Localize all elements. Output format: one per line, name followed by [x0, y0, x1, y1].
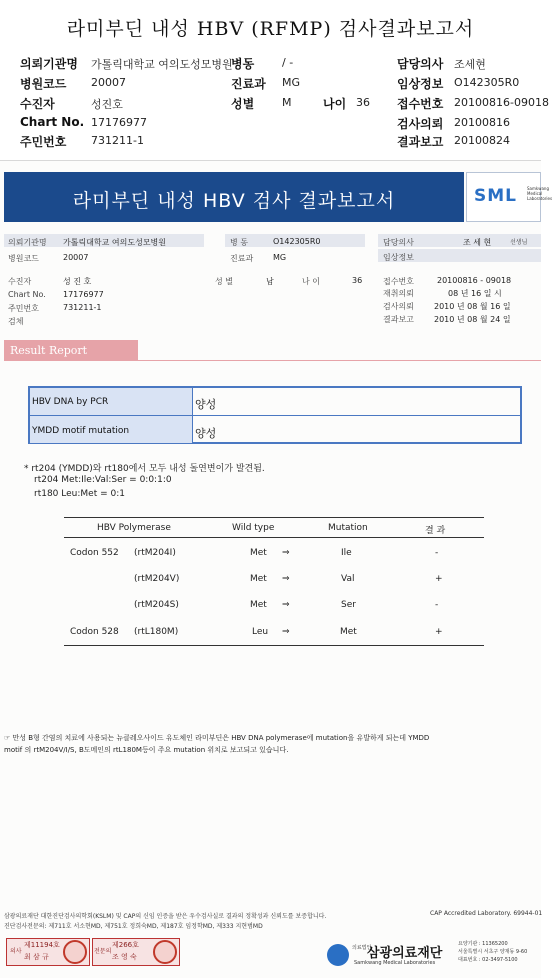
stamp2-number: 제266호: [112, 941, 139, 949]
cap-accreditation: CAP Accredited Laboratory. 69944-01: [430, 910, 543, 917]
lab-emblem-icon: [327, 944, 349, 966]
dept-label: 진료과: [231, 77, 266, 91]
r-age-value: 36: [352, 276, 363, 285]
explanation-line-1: ☞ 만성 B형 간염의 치료에 사용되는 뉴클레오사이드 유도체인 라미부딘은 HBV DNA polymerase에 mutation을 유발하게 되는데 YMDD: [4, 734, 430, 742]
seal-icon: [63, 940, 87, 964]
r-dept-label: 진료과: [230, 254, 254, 263]
row-wild: Met: [250, 548, 267, 558]
results-divider: [30, 415, 520, 416]
lab-english-name: Samkwang Medical Laboratories: [354, 960, 436, 966]
stamp2-role: 전문의: [94, 948, 112, 955]
r-sex-value: 남: [266, 277, 274, 286]
stamp1-name: 최 삼 규: [24, 953, 49, 961]
r-code-value: 20007: [63, 253, 89, 262]
table-top-rule: [64, 517, 484, 518]
r-receipt-label: 접수번호: [383, 277, 414, 286]
specialists-text: 진단검사전문의: 제711호 서소현MD, 제751호 정희숙MD, 제187호 임정학MD, 제333 지현범MD: [4, 923, 263, 930]
r-ward-value: O142305R0: [273, 237, 321, 246]
hospital-code-label: 병원코드: [20, 77, 67, 91]
lab-prefix: 의료법인: [352, 945, 372, 951]
note-line: * rt204 (YMDD)와 rt180에서 모두 내성 돌연변이가 발견됨.: [24, 464, 265, 474]
note-line: rt204 Met:Ile:Val:Ser = 0:0:1:0: [34, 475, 172, 485]
table-header-rule: [64, 537, 484, 538]
result-value-hbv-dna: 양성: [195, 398, 217, 411]
table-header-mutation: Mutation: [328, 523, 368, 533]
result-report-date-label: 결과보고: [397, 135, 444, 149]
result-label-hbv-dna: HBV DNA by PCR: [32, 397, 109, 407]
ward-label: 병동: [231, 57, 255, 71]
lab-info-phone: 대표번호 : 02-3497-5100: [458, 957, 518, 963]
ward-value: / -: [282, 56, 294, 69]
stamp2-name: 조 영 숙: [112, 953, 137, 961]
result-value-ymdd: 양성: [195, 427, 217, 440]
lab-name: 삼광의료재단: [367, 946, 443, 961]
chart-no-value: 17176977: [91, 116, 147, 129]
row-arrow: ⇒: [282, 548, 290, 558]
result-label-ymdd: YMDD motif mutation: [32, 426, 130, 436]
age-label: 나이: [323, 97, 347, 111]
row-result: -: [435, 548, 439, 558]
r-result-rep-value: 2010 년 08 월 24 일: [434, 315, 511, 324]
table-bottom-rule: [64, 645, 484, 646]
clinical-info-value: O142305R0: [454, 76, 520, 89]
row-mutation: Val: [341, 574, 355, 584]
row-arrow: ⇒: [282, 627, 290, 637]
test-request-value: 20100816: [454, 116, 510, 129]
row-codon: Codon 552: [70, 548, 119, 558]
lab-info-code: 요양기관 : 11365200: [458, 941, 508, 947]
r-id-label: 주민번호: [8, 304, 39, 313]
r-doctor-suffix: 선생님: [510, 239, 528, 246]
r-specimen-label: 검체: [8, 317, 24, 326]
report-title: 라미부딘 내성 HBV (RFMP) 검사결과보고서: [66, 18, 475, 40]
r-patient-value: 성 진 호: [63, 277, 92, 286]
explanation-line-2: motif 의 rtM204V/I/S, B도메인의 rtL180M등이 주요 mutation 위치로 보고되고 있습니다.: [4, 746, 289, 754]
r-patient-label: 수진자: [8, 277, 32, 286]
test-request-label: 검사의뢰: [397, 117, 444, 131]
row-site: (rtM204V): [134, 574, 180, 584]
table-header-result: 결 과: [425, 526, 446, 536]
r-clinical-label: 임상정보: [383, 253, 414, 262]
row-site: (rtM204I): [134, 548, 176, 558]
row-mutation: Ser: [341, 600, 356, 610]
sex-value: M: [282, 96, 292, 109]
r-result-rep-label: 결과보고: [383, 315, 414, 324]
r-ward-label: 병 동: [230, 238, 248, 247]
result-report-date-value: 20100824: [454, 134, 510, 147]
r-test-req-value: 2010 년 08 월 16 일: [434, 302, 511, 311]
r-recheck-value: 08 년 16 일 시: [448, 289, 502, 298]
row-mutation: Met: [340, 627, 357, 637]
r-receipt-value: 20100816 - 09018: [437, 276, 512, 285]
r-recheck-label: 재취의뢰: [383, 289, 414, 298]
r-chart-value: 17176977: [63, 290, 104, 299]
doctor-label: 담당의사: [397, 57, 444, 71]
row-wild: Leu: [252, 627, 269, 637]
hospital-code-value: 20007: [91, 76, 126, 89]
r-id-value: 731211-1: [63, 303, 102, 312]
row-result: +: [435, 627, 443, 637]
receipt-no-label: 접수번호: [397, 97, 444, 111]
row-site: (rtL180M): [134, 627, 179, 637]
seal-icon: [153, 940, 177, 964]
r-agency-value: 가톨릭대학교 여의도성모병원: [63, 238, 167, 247]
resident-no-label: 주민번호: [20, 135, 67, 149]
note-line: rt180 Leu:Met = 0:1: [34, 489, 125, 499]
agency-value: 가톨릭대학교 여의도성모병원: [91, 58, 233, 71]
result-report-tab-label: Result Report: [10, 344, 88, 357]
row-result: -: [435, 600, 439, 610]
stamp1-role: 의사: [10, 948, 22, 955]
stamp1-number: 제11194호: [24, 941, 60, 949]
accreditation-text: 삼광의료재단 대한진단검사의학회(KSLM) 및 CAP의 신임 인증을 받은 우수검사실로 결과의 정확성과 신뢰도를 보증합니다.: [4, 913, 327, 920]
r-test-req-label: 검사의뢰: [383, 302, 414, 311]
row-wild: Met: [250, 600, 267, 610]
r-age-label: 나 이: [302, 277, 320, 286]
table-header-wild-type: Wild type: [232, 523, 275, 533]
doctor-value: 조세현: [454, 58, 486, 71]
lab-info-address: 서울특별시 서초구 양재동 9-60: [458, 949, 528, 955]
results-divider: [192, 388, 193, 442]
r-doctor-value: 조 세 현: [463, 238, 492, 247]
sex-label: 성별: [231, 97, 255, 111]
row-arrow: ⇒: [282, 574, 290, 584]
row-site: (rtM204S): [134, 600, 179, 610]
age-value: 36: [356, 96, 370, 109]
r-sex-label: 성 별: [215, 277, 233, 286]
r-chart-label: Chart No.: [8, 290, 46, 299]
dept-value: MG: [282, 76, 301, 89]
r-dept-value: MG: [273, 253, 287, 262]
banner-title: 라미부딘 내성 HBV 검사 결과보고서: [72, 190, 396, 212]
sml-logo-text: SML: [474, 186, 517, 206]
chart-no-label: Chart No.: [20, 115, 85, 129]
sml-logo-subtitle: Samkwang Medical Laboratories: [527, 186, 552, 201]
clinical-info-label: 임상정보: [397, 77, 444, 91]
row-arrow: ⇒: [282, 600, 290, 610]
r-agency-label: 의뢰기관명: [8, 238, 47, 247]
patient-label: 수진자: [20, 97, 55, 111]
r-doctor-label: 담당의사: [383, 238, 414, 247]
agency-label: 의뢰기관명: [20, 57, 78, 71]
resident-no-value: 731211-1: [91, 134, 144, 147]
row-mutation: Ile: [341, 548, 352, 558]
r-code-label: 병원코드: [8, 254, 39, 263]
row-wild: Met: [250, 574, 267, 584]
row-result: +: [435, 574, 443, 584]
table-header-polymerase: HBV Polymerase: [97, 523, 171, 533]
patient-value: 성진호: [91, 98, 123, 111]
receipt-no-value: 20100816-09018: [454, 96, 549, 109]
result-report-rule: [4, 360, 541, 361]
row-codon: Codon 528: [70, 627, 119, 637]
